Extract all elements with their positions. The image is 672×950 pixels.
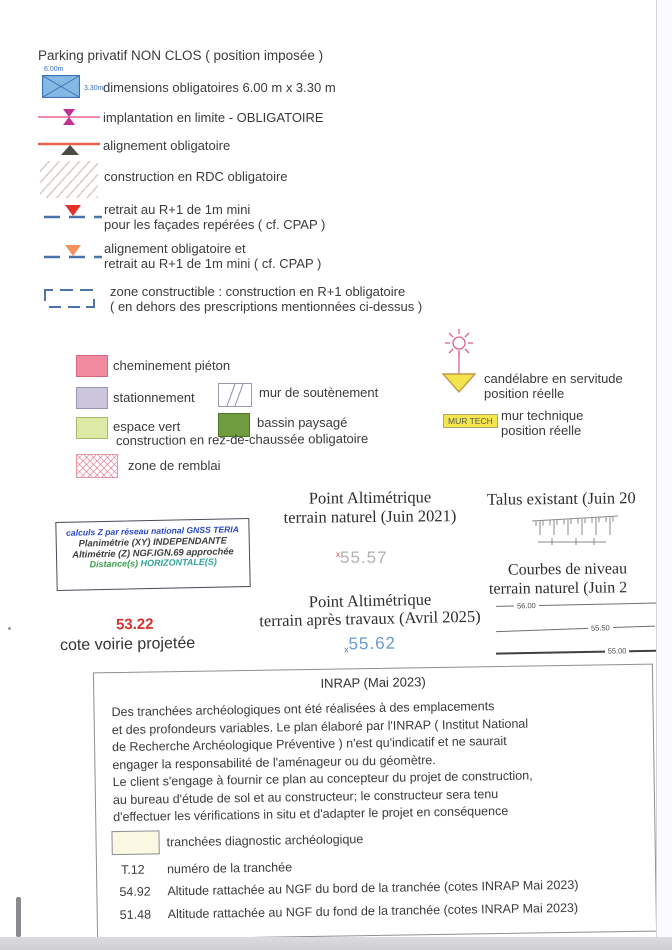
stationnement-swatch [76, 387, 108, 409]
altitude-bord-value: 54.92 [119, 884, 151, 900]
inrap-paragraph-line: de Recherche Archéologique Préventive ) n'est qu'indicatif et ne saurait [111, 733, 507, 755]
candelabre-label-1: candélabre en servitude [484, 371, 623, 386]
zone-constructible-icon [40, 286, 108, 312]
contour-line-segment [539, 603, 657, 606]
cheminement-label: cheminement piéton [113, 358, 231, 373]
pt-naturel-value: $^x$55.57 [336, 548, 388, 567]
courbes-title-1: Courbes de niveau [507, 560, 628, 579]
stationnement-label: stationnement [113, 390, 195, 405]
alignement-label: alignement obligatoire [103, 138, 231, 153]
cote-voirie-value: 53.22 [115, 615, 154, 634]
bassin-label: bassin paysagé [257, 415, 348, 430]
pt-naturel-title-1: Point Altimétrique [308, 487, 432, 508]
gnss-line-1: calculs Z par réseau national GNSS TERIA [65, 524, 240, 538]
point-marker-icon: x [344, 644, 349, 655]
parking-dimensions-label: dimensions obligatoires 6.00 m x 3.30 m [103, 80, 336, 95]
rdc-label: construction en RDC obligatoire [104, 169, 288, 184]
inrap-paragraph-line: Le client s'engage à fournir ce plan au concepteur du projet de construction, [112, 768, 533, 790]
gnss-line-2: Planimétrie (XY) INDEPENDANTE [78, 534, 228, 549]
alignement-icon [38, 140, 100, 156]
inrap-paragraph-line: d'effectuer les vérifications in situ et d'adapter le projet en conséquence [113, 803, 509, 825]
inrap-paragraph-line: engager la responsabilité de l'aménageur ou du géomètre. [112, 752, 436, 772]
pt-travaux-title-2: terrain après travaux (Avril 2025) [259, 606, 481, 631]
talus-icon [528, 511, 622, 551]
scan-speck [8, 627, 11, 630]
mur-soutenement-swatch [218, 383, 252, 407]
alignement-retrait-label-1: alignement obligatoire et [104, 241, 246, 256]
mur-tech-badge: MUR TECH [443, 414, 498, 428]
pt-travaux-title-1: Point Altimétrique [308, 589, 432, 612]
contour-line-segment [496, 650, 605, 654]
altitude-fond-value: 51.48 [119, 907, 152, 923]
retrait-r1-icon [44, 203, 102, 221]
gnss-line-3: Altimétrie (Z) NGF.IGN.69 approchée [72, 545, 234, 560]
contour-line-segment [496, 628, 588, 632]
tranchee-numero-value: T.12 [120, 862, 145, 877]
gnss-teria-box [55, 518, 250, 591]
rdc-hatch-icon [40, 161, 98, 198]
espace-vert-label: espace vert [113, 419, 181, 434]
parking-rectangle-icon [42, 75, 80, 98]
point-marker-icon: x [336, 550, 340, 559]
inrap-title: INRAP (Mai 2023) [320, 674, 426, 691]
pt-travaux-value: x55.62 [344, 633, 397, 655]
inrap-paragraph-line: Des tranchées archéologiques ont été réalisées à des emplacements [111, 699, 495, 720]
cheminement-swatch [76, 355, 108, 377]
contour-line-segment [613, 626, 655, 628]
mur-soutenement-label: mur de soutènement [259, 385, 379, 400]
mur-technique-label-2: position réelle [501, 423, 582, 438]
retrait-r1-label-1: retrait au R+1 de 1m mini [104, 202, 251, 217]
contour-label-5500: 55.00 [607, 646, 627, 656]
cote-voirie-label: cote voirie projetée [59, 634, 196, 655]
contour-label-5550: 55.50 [590, 623, 610, 633]
zone-constructible-label-2: ( en dehors des prescriptions mentionnées ci-dessus ) [110, 299, 423, 314]
inrap-paragraph [111, 696, 654, 827]
contour-row-56 [496, 598, 672, 611]
gnss-line-4: Distance(s) HORIZONTALE(S) [89, 556, 217, 570]
retrait-r1-label-2: pour les façades repérées ( cf. CPAP ) [104, 217, 326, 232]
alignement-retrait-icon [44, 243, 102, 261]
talus-title: Talus existant (Juin 20 [486, 488, 636, 509]
courbes-title-2: terrain naturel (Juin 2 [488, 579, 628, 598]
page-title: Parking privatif NON CLOS ( position imposée ) [38, 48, 324, 63]
contour-label-56: 56.00 [516, 601, 536, 611]
implantation-limite-label: implantation en limite - OBLIGATOIRE [103, 110, 324, 125]
remblai-swatch [76, 454, 118, 478]
scan-bottom-band [0, 937, 672, 950]
zone-constructible-label-1: zone constructible : construction en R+1 obligatoire [110, 284, 406, 299]
contour-row-5550 [496, 621, 672, 636]
espace-vert-swatch [76, 417, 108, 439]
parking-width-label: 6.00m [44, 66, 64, 73]
pt-naturel-title-2: terrain naturel (Juin 2021) [283, 506, 457, 527]
scan-artifact-mark [16, 897, 21, 937]
candelabre-icon [436, 326, 482, 400]
remblai-label: zone de remblai [128, 458, 221, 473]
inrap-paragraph-line: au bureau d'étude de sol et au constructeur; le constructeur sera tenu [112, 786, 499, 807]
contour-lines-diagram [496, 600, 672, 656]
altitude-bord-label: Altitude rattachée au NGF du bord de la tranchée (cotes INRAP Mai 2023) [167, 877, 579, 899]
inrap-box [93, 664, 657, 941]
scan-page-edge [656, 0, 672, 940]
tranchee-swatch [111, 830, 159, 855]
candelabre-label-2: position réelle [484, 386, 565, 401]
contour-row-5500 [496, 645, 672, 657]
rdc-note-label: construction en rez-de-chaussée obligatoire [115, 430, 369, 449]
parking-height-label: 3.30m [84, 85, 104, 92]
implantation-limite-icon [38, 108, 100, 126]
tranchee-label: tranchées diagnostic archéologique [166, 832, 364, 850]
mur-technique-label-1: mur technique [501, 408, 584, 423]
altitude-fond-label: Altitude rattachée au NGF du fond de la tranchée (cotes INRAP Mai 2023) [167, 900, 579, 922]
tranchee-numero-label: numéro de la tranchée [166, 860, 293, 877]
inrap-paragraph-line: et des profondeurs variables. Le plan élaboré par l'INRAP ( Institut National [111, 716, 529, 737]
alignement-retrait-label-2: retrait au R+1 de 1m mini ( cf. CPAP ) [104, 256, 322, 271]
